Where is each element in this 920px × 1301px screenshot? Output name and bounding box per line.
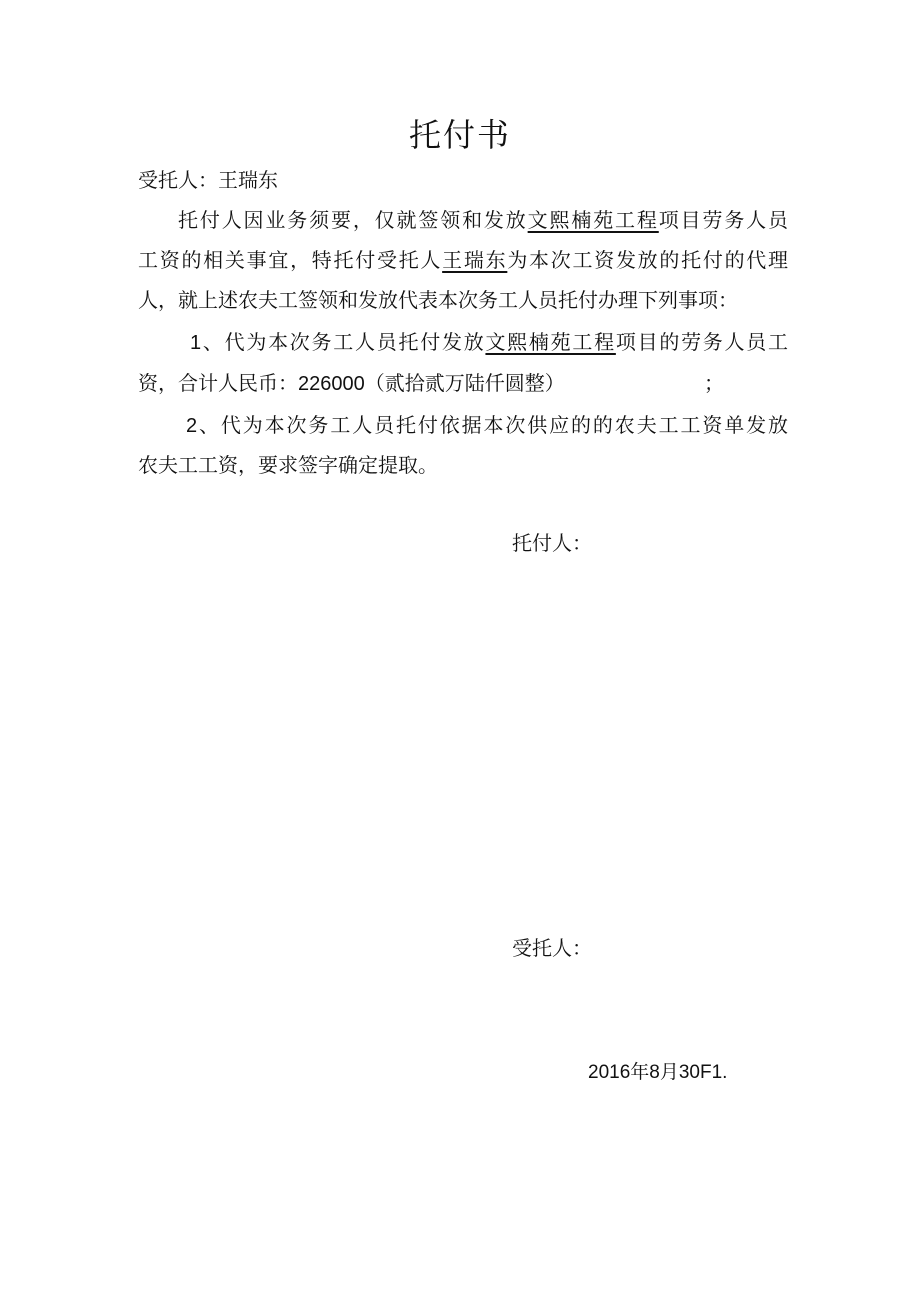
body-text: 为本次工资发放的托付的代理	[507, 248, 789, 272]
amount-words: （贰拾贰万陆仟圆整）	[364, 371, 565, 395]
addressee-line	[138, 160, 788, 200]
item-2-line-1	[186, 405, 788, 446]
body-text: 工资的相关事宜，特托付受托人	[138, 248, 443, 272]
item-1-line-2	[138, 363, 788, 404]
body-text: 项目劳务人员	[658, 208, 789, 232]
item-1-line-1	[190, 322, 788, 363]
principal-signature-label: 托付人：	[512, 531, 592, 555]
item-text: 、代为本次务工人员托付发放	[201, 330, 486, 354]
project-name: 文熙楠苑工程	[485, 330, 616, 354]
item-2-line-2: 农夫工工资，要求签字确定提取。	[138, 453, 438, 477]
item-text: 资，合计人民币：	[138, 371, 298, 395]
body-text: 托付人因业务须要，仅就签领和发放	[178, 208, 528, 232]
document-date: 2016年8月30F1.	[588, 1062, 728, 1083]
trustee-name: 王瑞东	[442, 248, 508, 272]
item-text: 、代为本次务工人员托付依据本次供应的的农夫工工资单发放	[197, 413, 788, 437]
document-title: 托付书	[408, 116, 511, 154]
addressee-label: 受托人：	[138, 168, 218, 192]
item-number: 2	[186, 415, 198, 437]
body-line-2	[138, 240, 788, 280]
body-line-3: 人，就上述农夫工签领和发放代表本次务工人员托付办理下列事项：	[138, 288, 738, 312]
item-text: 项目的劳务人员工	[615, 330, 789, 354]
body-line-1	[178, 200, 788, 240]
semicolon: ；	[704, 371, 724, 395]
project-name: 文熙楠苑工程	[527, 208, 659, 232]
item-number: 1	[190, 332, 202, 354]
amount-value: 226000	[298, 373, 365, 395]
addressee-name: 王瑞东	[218, 168, 278, 192]
trustee-signature-label: 受托人：	[512, 936, 592, 960]
